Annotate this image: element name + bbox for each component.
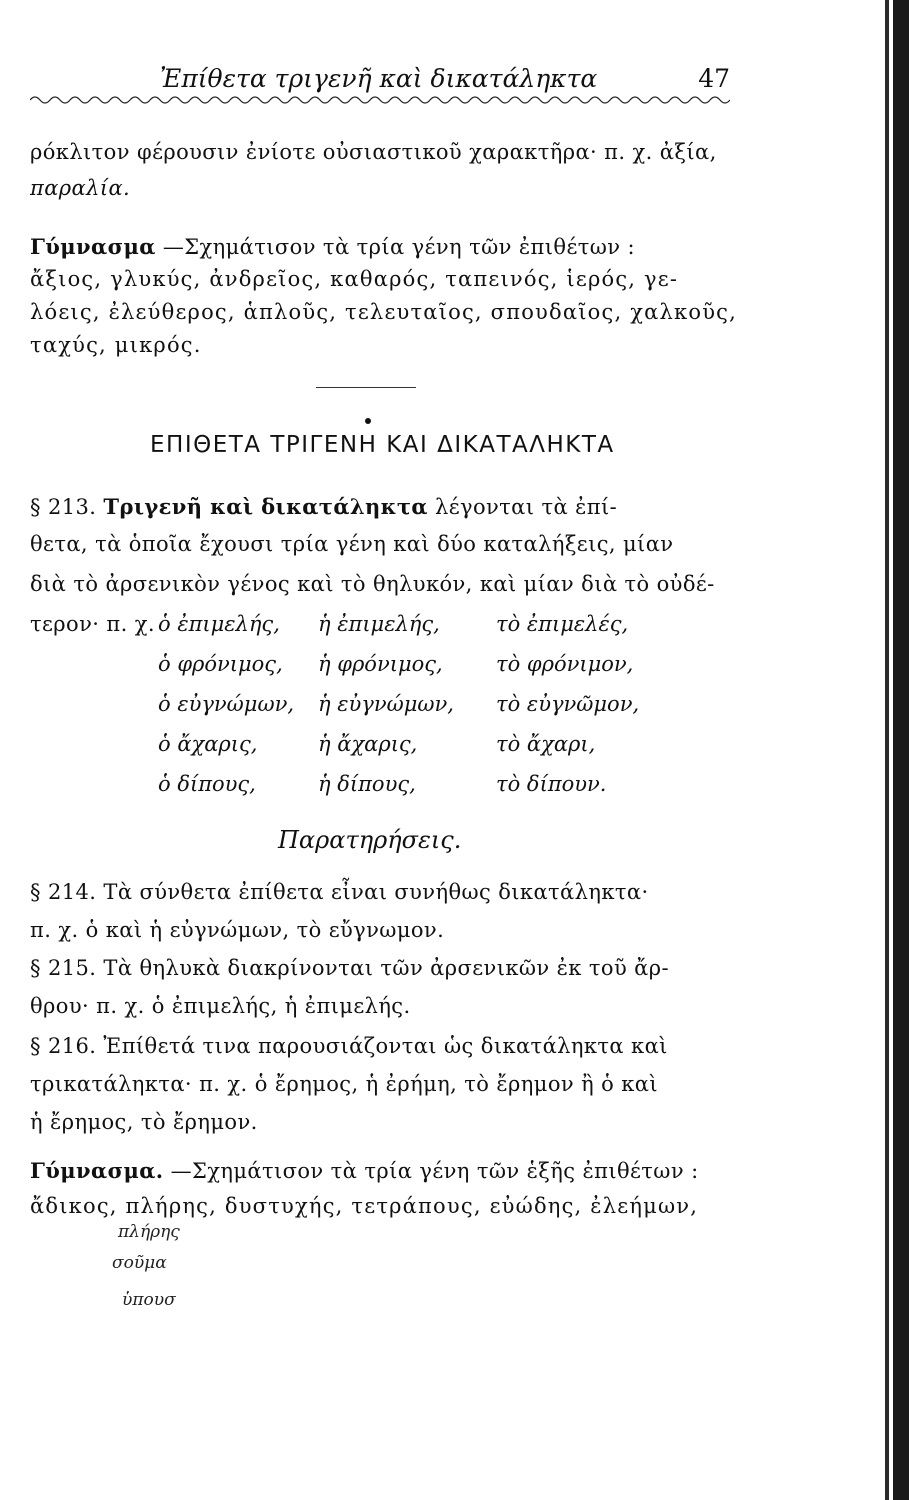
paragraph-213-line: τερον· π. χ.: [30, 612, 155, 636]
paragraph-216-line: ἡ ἔρημος, τὸ ἔρημον.: [30, 1110, 258, 1134]
section-divider: [316, 387, 416, 388]
table-cell: ὁ φρόνιμος,: [158, 652, 283, 676]
section-heading: ΕΠΙΘΕΤΑ ΤΡΙΓΕΝΗ ΚΑΙ ΔΙΚΑΤΑΛΗΚΤΑ: [150, 432, 615, 458]
table-cell: τὸ ἐπιμελές,: [496, 612, 629, 636]
binding-edge: [893, 0, 909, 1500]
table-cell: ὁ εὐγνώμων,: [158, 692, 295, 716]
table-cell: ὁ δίπους,: [158, 772, 256, 796]
observations-title: Παρατηρήσεις.: [278, 826, 462, 854]
table-cell: ὁ ἐπιμελής,: [158, 612, 280, 636]
defined-term: Τριγενῆ καὶ δικατάληκτα: [103, 494, 428, 519]
exercise-line: [30, 234, 635, 259]
paragraph-216-line: τρικατάληκτα· π. χ. ὁ ἔρημος, ἡ ἐρήμη, τὸ ἔρημον ἢ ὁ καὶ: [30, 1072, 659, 1096]
paragraph-213-line: διὰ τὸ ἀρσενικὸν γένος καὶ τὸ θηλυκόν, καὶ μίαν διὰ τὸ οὐδέ-: [30, 572, 715, 596]
exercise-word-line: ἄξιος, γλυκύς, ἀνδρεῖος, καθαρός, ταπεινός, ἱερός, γε-: [30, 267, 679, 291]
paragraph-215-line: θρου· π. χ. ὁ ἐπιμελής, ἡ ἐπιμελής.: [30, 994, 411, 1018]
exercise-instruction: —Σχημάτισον τὰ τρία γένη τῶν ἑξῆς ἐπιθέτων :: [170, 1159, 699, 1183]
wavy-rule: [30, 94, 730, 106]
table-cell: τὸ εὐγνῶμον,: [496, 692, 640, 716]
paragraph-213-line: [30, 494, 617, 519]
body-line: παραλία.: [30, 176, 131, 200]
paragraph-216-line: § 216. Ἐπίθετά τινα παρουσιάζονται ὡς δικατάληκτα καὶ: [30, 1034, 668, 1058]
paragraph-215-line: § 215. Τὰ θηλυκὰ διακρίνονται τῶν ἀρσενικῶν ἐκ τοῦ ἄρ-: [30, 956, 670, 980]
body-line: ρόκλιτον φέρουσιν ἐνίοτε οὐσιαστικοῦ χαρακτῆρα· π. χ. ἀξία,: [30, 140, 717, 164]
paragraph-213-line: θετα, τὰ ὁποῖα ἔχουσι τρία γένη καὶ δύο καταλήξεις, μίαν: [30, 532, 674, 556]
exercise-word-line: λόεις, ἐλεύθερος, ἁπλοῦς, τελευταῖος, σπουδαῖος, χαλκοῦς,: [30, 300, 738, 324]
table-cell: τὸ ἄχαρι,: [496, 732, 596, 756]
ornament-dot: [365, 418, 371, 424]
running-title: Ἐπίθετα τριγενῆ καὶ δικατάληκτα: [160, 64, 598, 93]
table-cell: ὁ ἄχαρις,: [158, 732, 258, 756]
binding-edge-inner: [885, 0, 889, 1500]
exercise-label: Γύμνασμα: [30, 234, 156, 259]
handwritten-note: πλήρης: [118, 1222, 180, 1242]
exercise-line: [30, 1158, 699, 1183]
table-cell: ἡ φρόνιμος,: [318, 652, 443, 676]
page-number: 47: [698, 64, 730, 93]
exercise-label: Γύμνασμα.: [30, 1158, 164, 1183]
handwritten-note: σοῦμα: [112, 1253, 167, 1273]
paragraph-214-line: § 214. Τὰ σύνθετα ἐπίθετα εἶναι συνήθως δικατάληκτα·: [30, 880, 649, 904]
exercise-instruction: —Σχημάτισον τὰ τρία γένη τῶν ἐπιθέτων :: [162, 235, 635, 259]
exercise-word-line: ἄδικος, πλήρης, δυστυχής, τετράπους, εὐώδης, ἐλεήμων,: [30, 1194, 699, 1218]
table-cell: ἡ ἄχαρις,: [318, 732, 418, 756]
paragraph-text: λέγονται τὰ ἐπί-: [435, 495, 618, 519]
table-cell: τὸ φρόνιμον,: [496, 652, 634, 676]
exercise-word-line: ταχύς, μικρός.: [30, 333, 202, 357]
table-cell: ἡ ἐπιμελής,: [318, 612, 440, 636]
table-cell: ἡ εὐγνώμων,: [318, 692, 454, 716]
table-cell: τὸ δίπουν.: [496, 772, 607, 796]
paragraph-214-line: π. χ. ὁ καὶ ἡ εὐγνώμων, τὸ εὔγνωμον.: [30, 918, 445, 942]
section-number: § 213.: [30, 495, 97, 519]
handwritten-note: ὑπουσ: [122, 1290, 176, 1310]
table-cell: ἡ δίπους,: [318, 772, 416, 796]
